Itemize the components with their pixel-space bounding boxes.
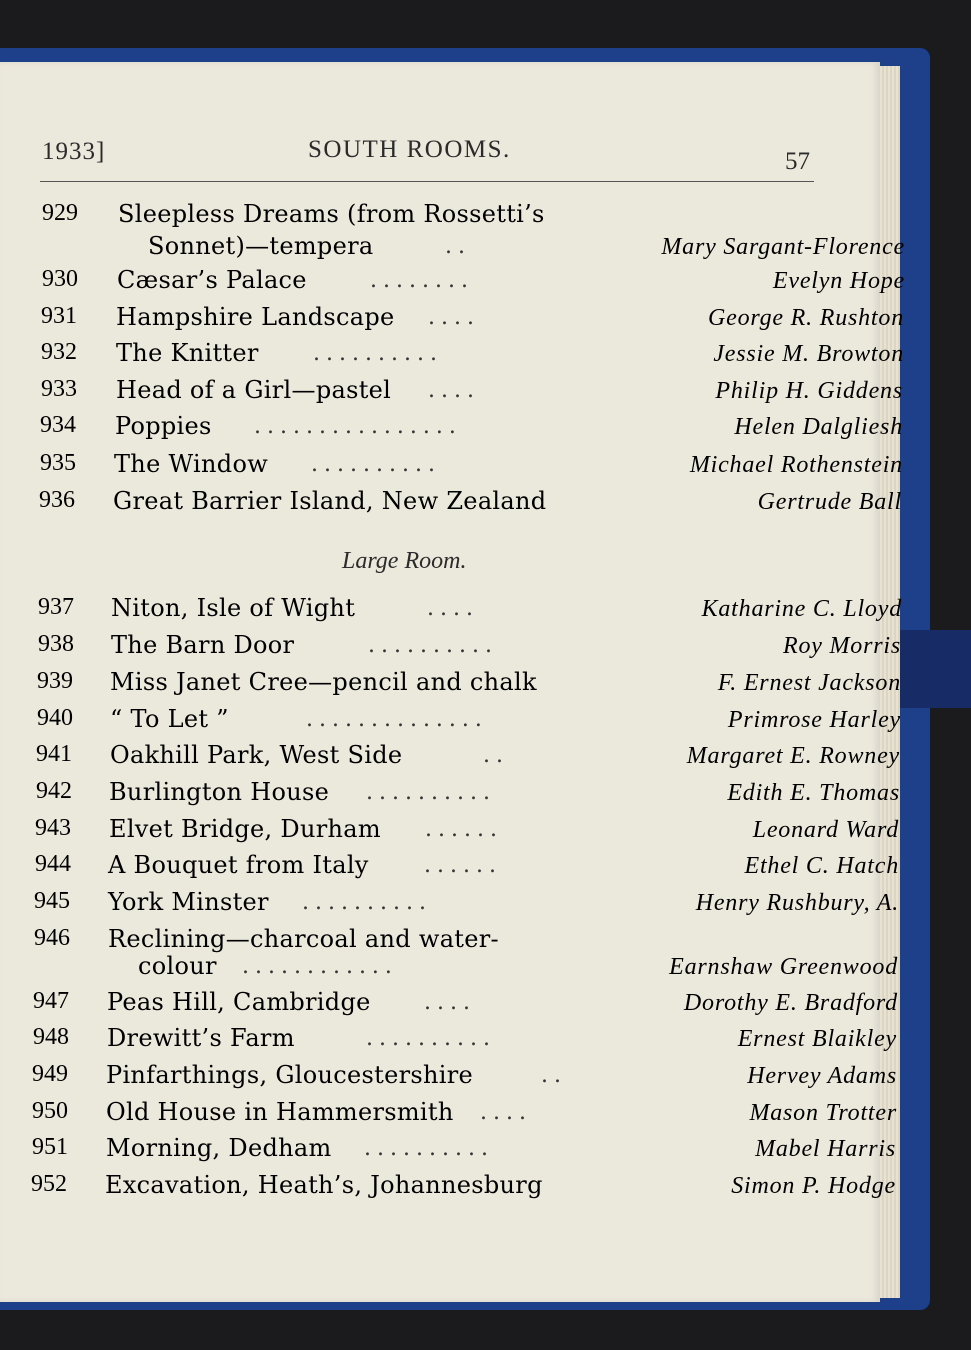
- entry-artist: Jessie M. Browton: [713, 341, 904, 367]
- entry-artist: Ethel C. Hatch: [744, 853, 899, 879]
- entry-title: Drewitt’s Farm: [107, 1024, 295, 1052]
- header-year: 1933]: [42, 138, 106, 165]
- entry-title: The Knitter: [116, 339, 259, 367]
- entry-artist: Evelyn Hope: [772, 268, 905, 294]
- entry-artist: Leonard Ward: [752, 817, 899, 843]
- entry-number: 933: [41, 376, 77, 402]
- entry-title-continued: Sonnet)—tempera: [148, 232, 374, 260]
- entry-artist: Mabel Harris: [755, 1136, 896, 1162]
- leader-dots: ....: [480, 1100, 532, 1125]
- entry-number: 930: [42, 266, 78, 292]
- entry-number: 940: [37, 705, 73, 731]
- entry-title: Elvet Bridge, Durham: [109, 815, 381, 843]
- entry-number: 935: [40, 450, 76, 476]
- leader-dots: ....: [427, 596, 479, 621]
- entry-number: 944: [35, 851, 71, 877]
- entry-number: 938: [38, 631, 74, 657]
- entry-artist: Earnshaw Greenwood: [669, 954, 898, 980]
- leader-dots: ..........: [366, 1026, 496, 1051]
- entry-artist: Primrose Harley: [727, 707, 901, 733]
- entry-title: “ To Let ”: [110, 705, 229, 733]
- page-number: 57: [785, 148, 810, 175]
- leader-dots: ..........: [302, 890, 432, 915]
- entry-artist: Edith E. Thomas: [727, 780, 900, 806]
- entry-number: 951: [32, 1134, 68, 1160]
- section-heading: Large Room.: [342, 548, 467, 574]
- entry-title: The Barn Door: [111, 631, 295, 659]
- entry-title: Oakhill Park, West Side: [110, 741, 403, 769]
- leader-dots: ..........: [311, 452, 441, 477]
- entry-artist: Michael Rothenstein: [689, 452, 903, 478]
- entry-title: Great Barrier Island, New Zealand: [113, 487, 547, 515]
- leader-dots: ......: [424, 853, 502, 878]
- leader-dots: ..............: [306, 707, 488, 732]
- leader-dots: ........: [370, 268, 474, 293]
- entry-title: Excavation, Heath’s, Johannesburg: [105, 1171, 543, 1199]
- entry-number: 949: [32, 1061, 68, 1087]
- leader-dots: ..........: [368, 633, 498, 658]
- entry-artist: Margaret E. Rowney: [686, 743, 900, 769]
- leader-dots: ......: [425, 817, 503, 842]
- entry-number: 942: [36, 778, 72, 804]
- entry-number: 934: [40, 412, 76, 438]
- entry-title: Peas Hill, Cambridge: [107, 988, 371, 1016]
- entry-title: Sleepless Dreams (from Rossetti’s: [118, 200, 545, 228]
- entry-title: A Bouquet from Italy: [108, 851, 369, 879]
- entry-number: 945: [34, 888, 70, 914]
- entry-number: 929: [42, 200, 78, 226]
- leader-dots: ................: [254, 414, 462, 439]
- entry-artist: Henry Rushbury, A.: [695, 890, 899, 916]
- entry-number: 952: [31, 1171, 67, 1197]
- entry-artist: F. Ernest Jackson: [717, 670, 901, 696]
- entry-title: The Window: [114, 450, 269, 478]
- entry-artist: Philip H. Giddens: [715, 378, 903, 404]
- bookmark-ribbon: [900, 630, 971, 708]
- entry-number: 936: [39, 487, 75, 513]
- leader-dots: ..: [483, 743, 509, 768]
- leader-dots: ....: [428, 378, 480, 403]
- entry-artist: Dorothy E. Bradford: [683, 990, 898, 1016]
- leader-dots: ..: [541, 1063, 567, 1088]
- leader-dots: ..: [445, 234, 471, 259]
- leader-dots: ..........: [366, 780, 496, 805]
- entry-title: Poppies: [115, 412, 212, 440]
- entry-artist: Mary Sargant-Florence: [661, 234, 905, 260]
- entry-title: Old House in Hammersmith: [106, 1098, 454, 1126]
- entry-number: 943: [35, 815, 71, 841]
- entry-number: 948: [33, 1024, 69, 1050]
- entry-title-continued: colour: [138, 952, 217, 980]
- entry-title: Miss Janet Cree—pencil and chalk: [110, 668, 537, 696]
- entry-title: Niton, Isle of Wight: [111, 594, 356, 622]
- leader-dots: ....: [424, 990, 476, 1015]
- entry-number: 950: [32, 1098, 68, 1124]
- entry-number: 932: [41, 339, 77, 365]
- entry-title: Cæsar’s Palace: [117, 266, 307, 294]
- page-title: SOUTH ROOMS.: [308, 136, 511, 163]
- entry-artist: Simon P. Hodge: [731, 1173, 896, 1199]
- entry-artist: Roy Morris: [783, 633, 901, 659]
- entry-title: Reclining—charcoal and water-: [108, 925, 499, 953]
- entry-artist: Mason Trotter: [749, 1100, 897, 1126]
- entry-artist: Katharine C. Lloyd: [701, 596, 902, 622]
- entry-number: 941: [36, 741, 72, 767]
- entry-title: Morning, Dedham: [106, 1134, 332, 1162]
- entry-number: 946: [34, 925, 70, 951]
- entry-title: York Minster: [108, 888, 269, 916]
- entry-title: Pinfarthings, Gloucestershire: [106, 1061, 473, 1089]
- entry-number: 939: [37, 668, 73, 694]
- leader-dots: ............: [242, 954, 398, 979]
- leader-dots: ..........: [313, 341, 443, 366]
- entry-number: 947: [33, 988, 69, 1014]
- entry-artist: Ernest Blaikley: [737, 1026, 897, 1052]
- entry-title: Burlington House: [109, 778, 330, 806]
- entry-artist: George R. Rushton: [707, 305, 904, 331]
- leader-dots: ..........: [364, 1136, 494, 1161]
- header-rule: [40, 181, 814, 182]
- entry-number: 931: [41, 303, 77, 329]
- entry-artist: Gertrude Ball: [757, 489, 902, 515]
- entry-artist: Hervey Adams: [747, 1063, 897, 1089]
- entry-artist: Helen Dalgliesh: [734, 414, 903, 440]
- leader-dots: ....: [428, 305, 480, 330]
- entry-title: Hampshire Landscape: [116, 303, 395, 331]
- entry-title: Head of a Girl—pastel: [116, 376, 392, 404]
- entry-number: 937: [38, 594, 74, 620]
